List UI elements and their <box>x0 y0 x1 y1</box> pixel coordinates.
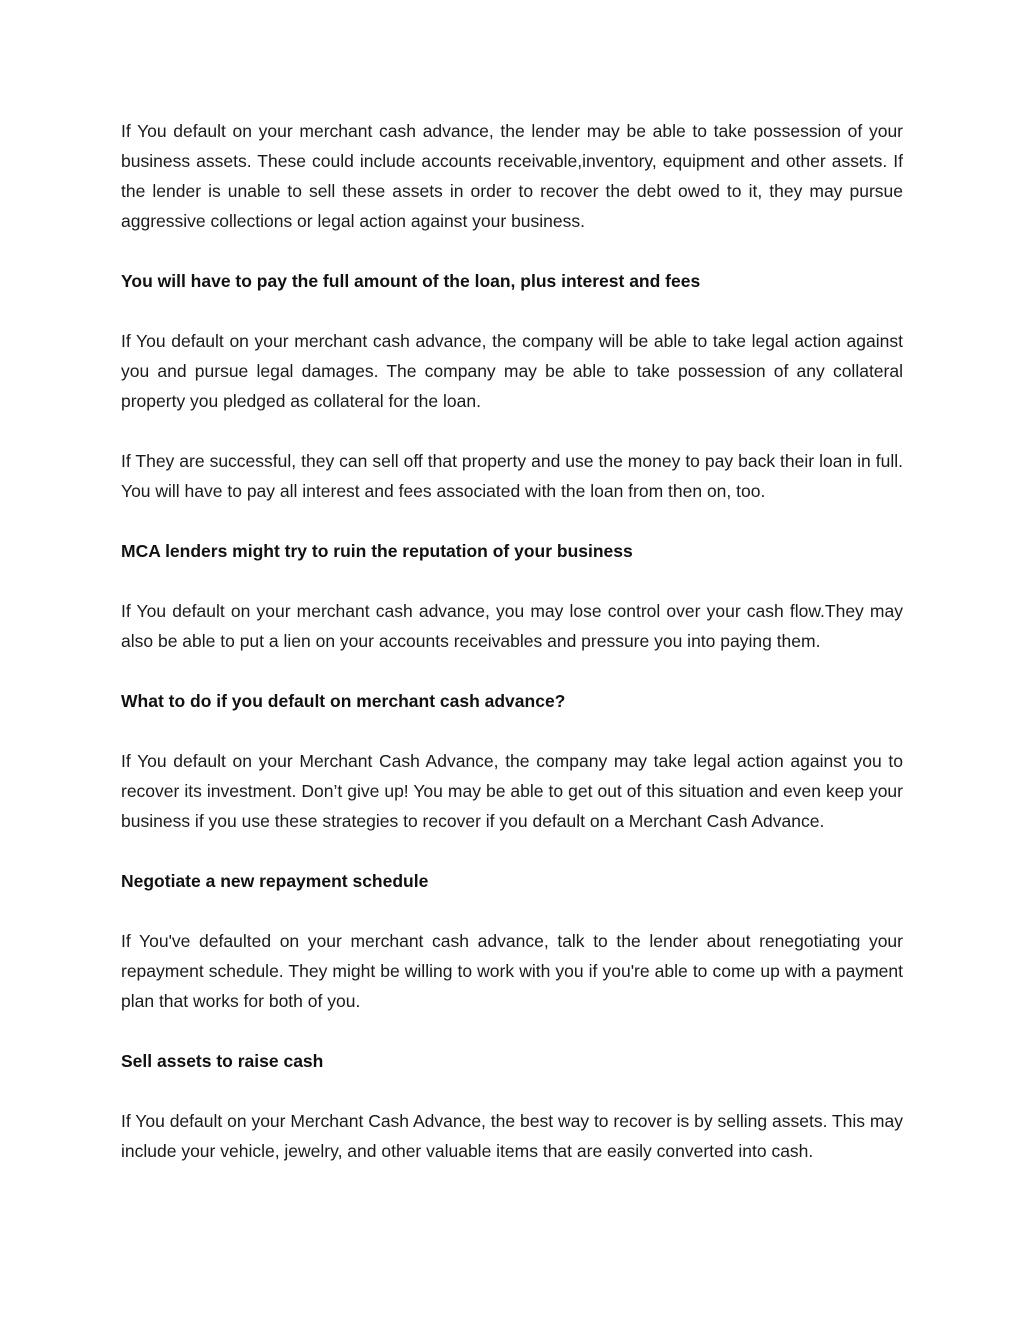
paragraph-selling-assets: If You default on your Merchant Cash Advance, the best way to recover is by selling assets. This may include your vehicle, jewelry, and other valuable items that are easily converted into cash. <box>121 1111 903 1161</box>
paragraph-legal-action: If You default on your merchant cash advance, the company will be able to take legal action against you and pursue legal damages. The company may be able to take possession of any collateral property you pledged as collateral for the loan. <box>121 331 903 411</box>
paragraph-asset-possession: If You default on your merchant cash advance, the lender may be able to take possession of your business assets. These could include accounts receivable,inventory, equipment and other assets. If the lender is unable to sell these assets in order to recover the debt owed to it, they may pursue aggressive collections or legal action against your business. <box>121 121 903 231</box>
heading-pay-full-amount: You will have to pay the full amount of the loan, plus interest and fees <box>121 271 701 291</box>
heading-ruin-reputation: MCA lenders might try to ruin the reputation of your business <box>121 541 633 561</box>
heading-negotiate-schedule: Negotiate a new repayment schedule <box>121 871 429 891</box>
paragraph-sell-property: If They are successful, they can sell off that property and use the money to pay back their loan in full. You will have to pay all interest and fees associated with the loan from then on, too. <box>121 451 903 501</box>
heading-what-to-do: What to do if you default on merchant cash advance? <box>121 691 566 711</box>
paragraph-cash-flow: If You default on your merchant cash advance, you may lose control over your cash flow.They may also be able to put a lien on your accounts receivables and pressure you into paying them. <box>121 601 903 651</box>
paragraph-dont-give-up: If You default on your Merchant Cash Advance, the company may take legal action against you to recover its investment. Don’t give up! You may be able to get out of this situation and even keep your business if you use these strategies to recover if you default on a Merchant Cash Advance. <box>121 751 903 831</box>
heading-sell-assets: Sell assets to raise cash <box>121 1051 324 1071</box>
paragraph-renegotiate: If You've defaulted on your merchant cash advance, talk to the lender about renegotiating your repayment schedule. They might be willing to work with you if you're able to come up with a payment plan that works for both of you. <box>121 931 903 1011</box>
document-body <box>121 116 903 1166</box>
